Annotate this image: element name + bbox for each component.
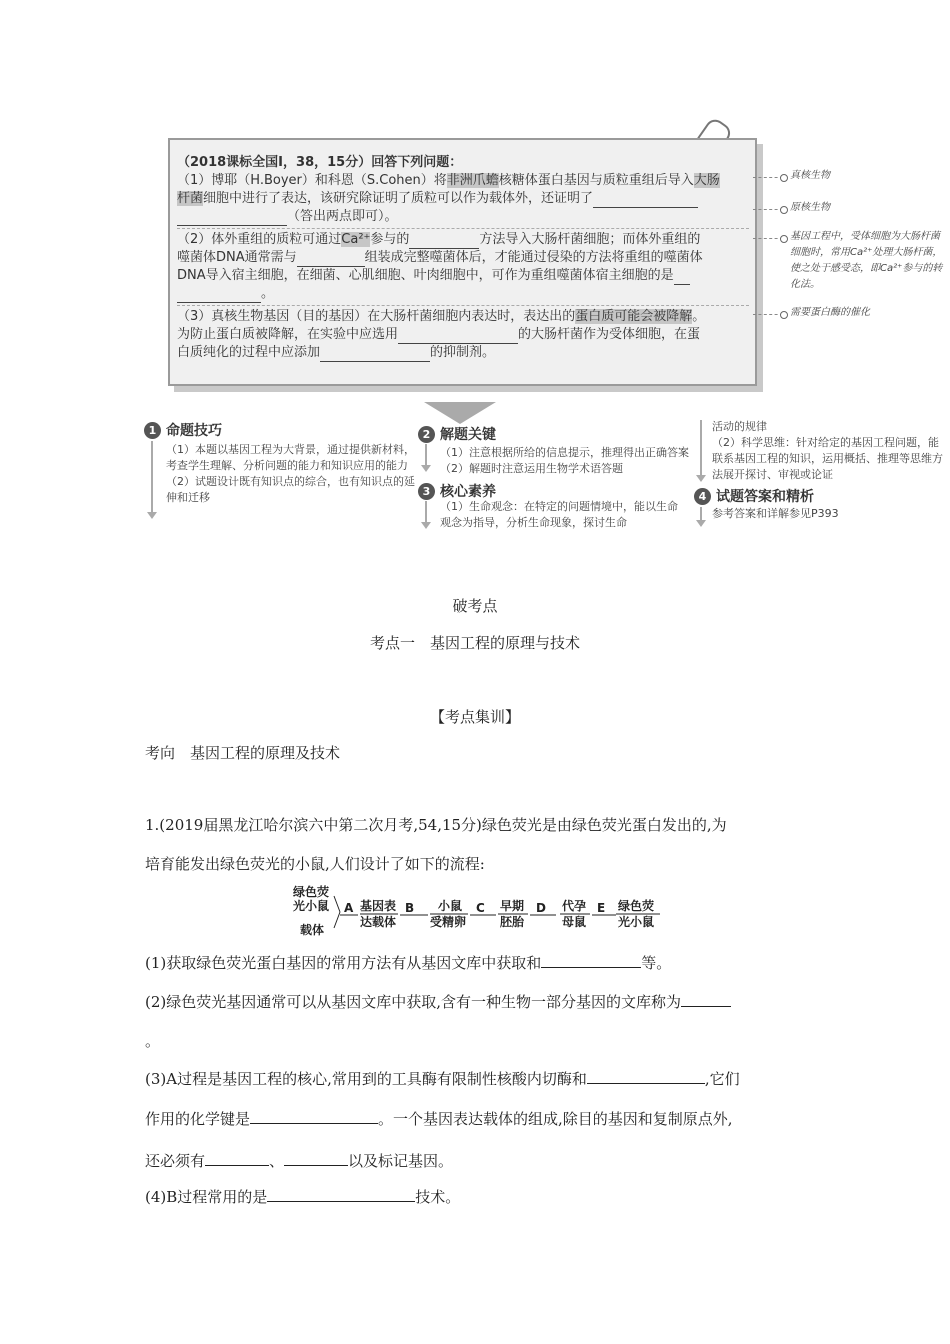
flow-node-zygote: 小鼠 (438, 899, 463, 913)
section-text: （1）注意根据所给的信息提示，推理得出正确答案 （2）解题时注意运用生物学术语答题 (440, 446, 689, 475)
answer-blank[interactable] (541, 953, 641, 968)
exam-q1: （1）博耶（H.Boyer）和科恩（S.Cohen）将非洲爪蟾核糖体蛋白基因与质粒重组后导入大肠 杆菌细胞中进行了表达，该研究除证明了质粒可以作为载体外，还证明了 （答出两点即可）。 (177, 173, 720, 224)
pointer-triangle (424, 402, 496, 424)
note-dot (780, 235, 788, 243)
heading-direction: 考向 基因工程的原理及技术 (145, 744, 341, 762)
question-part3-line2: 作用的化学键是 。一个基因表达载体的组成,除目的基因和复制原点外, (145, 1110, 733, 1128)
flow-node-expression-vector: 基因表 (360, 899, 397, 913)
exam-q2: （2）体外重组的质粒可通过Ca²⁺参与的 方法导入大肠杆菌细胞；而体外重组的 噬菌体DNA通常需与 组装成完整噬菌体后，才能通过侵染的方法将重组的噬菌体 DNA导入宿主细胞，在细菌、心肌细胞、叶肉细胞中，可作为重组噬菌体宿主细胞的是 。 (177, 232, 703, 301)
flow-step-label: B (405, 901, 415, 915)
answer-blank[interactable] (205, 1151, 269, 1166)
flow-node-vector: 载体 (300, 923, 325, 937)
note-calcium-transform: 基因工程中，受体细胞为大肠杆菌细胞时，常用Ca²⁺处理大肠杆菌，使之处于感受态，即Ca²⁺参与的转化法。 (790, 231, 943, 290)
arrow-down-icon (696, 520, 706, 527)
number-badge: 3 (418, 483, 435, 500)
flow-node-gfp-mouse-result: 绿色荧 (618, 899, 655, 913)
answer-blank[interactable] (398, 329, 518, 344)
flow-node-expression-vector: 达载体 (360, 915, 397, 929)
section-text: 参考答案和详解参见P393 (712, 507, 839, 520)
vertical-bar (151, 441, 153, 513)
note-connector (753, 314, 783, 315)
answer-blank[interactable] (320, 347, 430, 362)
section-answers: 4 试题答案和精析 (694, 486, 814, 506)
question-part3: (3)A过程是基因工程的核心,常用到的工具酶有限制性核酸内切酶和 ,它们 (145, 1070, 740, 1088)
vertical-bar (425, 501, 427, 523)
arrow-down-icon (696, 475, 706, 482)
number-badge: 2 (418, 426, 435, 443)
question-intro-line2: 培育能发出绿色荧光的小鼠,人们设计了如下的流程: (145, 855, 485, 873)
answer-blank[interactable] (587, 1069, 705, 1084)
number-badge: 4 (694, 488, 711, 505)
exam-question-box (168, 138, 757, 386)
question-intro-line1: 1.(2019届黑龙江哈尔滨六中第二次月考,54,15分)绿色荧光是由绿色荧光蛋白发出的,为 (145, 816, 727, 834)
flow-node-gfp-mouse: 光小鼠 (293, 899, 330, 913)
exam-q3: （3）真核生物基因（目的基因）在大肠杆菌细胞内表达时，表达出的蛋白质可能会被降解。 为防止蛋白质被降解，在实验中应选用 的大肠杆菌作为受体细胞，在蛋 白质纯化的过程中应添加 的抑制剂。 (177, 309, 706, 360)
question-part1: (1)获取绿色荧光蛋白基因的常用方法有从基因文库中获取和 等。 (145, 954, 672, 972)
heading-training: 【考点集训】 (429, 708, 520, 726)
answer-blank[interactable] (681, 992, 731, 1007)
vertical-bar (425, 444, 427, 466)
section-key-points: 2 解题关键 (418, 424, 496, 444)
heading-break-points: 破考点 (452, 597, 498, 615)
arrow-down-icon (421, 522, 431, 529)
answer-blank[interactable] (177, 288, 261, 303)
note-dot (780, 311, 788, 319)
section-text: 活动的规律 （2）科学思维：针对给定的基因工程问题，能联系基因工程的知识，运用概括、推理等思维方法展开探讨、审视或论证 (712, 420, 943, 481)
note-connector (753, 209, 783, 210)
flow-step-label: A (344, 901, 354, 915)
answer-blank[interactable] (297, 252, 365, 267)
note-connector (753, 177, 783, 178)
flow-step-label: D (536, 901, 546, 915)
flow-step-label: C (476, 901, 485, 915)
answer-blank[interactable] (593, 193, 698, 208)
flow-node-zygote: 受精卵 (430, 915, 467, 929)
heading-topic-one: 考点一 基因工程的原理与技术 (369, 634, 580, 652)
answer-blank[interactable] (250, 1109, 378, 1124)
number-badge: 1 (144, 422, 161, 439)
flow-diagram (290, 882, 670, 942)
section-text: （1）生命观念：在特定的问题情境中，能以生命观念为指导，分析生命现象，探讨生命 (440, 500, 678, 529)
section-core-literacy: 3 核心素养 (418, 481, 496, 501)
arrow-down-icon (421, 465, 431, 472)
question-part2: (2)绿色荧光基因通常可以从基因文库中获取,含有一种生物一部分基因的文库称为 (145, 991, 731, 1012)
flow-node-gfp-mouse: 绿色荧 (293, 885, 330, 899)
flow-node-early-embryo: 胚胎 (500, 915, 525, 929)
answer-blank[interactable] (284, 1151, 348, 1166)
vertical-bar (700, 420, 702, 476)
note-eukaryote: 真核生物 (790, 170, 830, 181)
answer-blank[interactable] (409, 234, 479, 249)
flow-brace (334, 896, 340, 912)
note-protease: 需要蛋白酶的催化 (790, 307, 870, 318)
note-connector (753, 238, 783, 239)
flow-brace (334, 912, 340, 928)
note-prokaryote: 原核生物 (790, 202, 830, 213)
section-text: （1）本题以基因工程为大背景，通过提供新材料，考查学生理解、分析问题的能力和知识应用的能力 （2）试题设计既有知识点的综合，也有知识点的延伸和迁移 (166, 443, 415, 504)
answer-blank[interactable] (674, 270, 690, 285)
flow-step-label: E (597, 901, 606, 915)
flow-node-early-embryo: 早期 (500, 899, 525, 913)
note-dot (780, 206, 788, 214)
answer-blank[interactable] (267, 1187, 415, 1202)
answer-blank[interactable] (177, 211, 287, 226)
arrow-down-icon (147, 512, 157, 519)
flow-node-surrogate: 母鼠 (562, 915, 587, 929)
note-dot (780, 174, 788, 182)
question-part2-end: 。 (145, 1032, 161, 1050)
exam-header: （2018课标全国Ⅰ，38，15分）回答下列问题： (177, 155, 463, 170)
flow-node-surrogate: 代孕 (562, 899, 587, 913)
question-part4: (4)B过程常用的是 技术。 (145, 1188, 461, 1206)
question-part3-line3: 还必须有 、 以及标记基因。 (145, 1152, 454, 1170)
section-question-skills: 1 命题技巧 (144, 420, 222, 440)
vertical-bar (700, 507, 702, 521)
flow-node-gfp-mouse-result: 光小鼠 (618, 915, 655, 929)
